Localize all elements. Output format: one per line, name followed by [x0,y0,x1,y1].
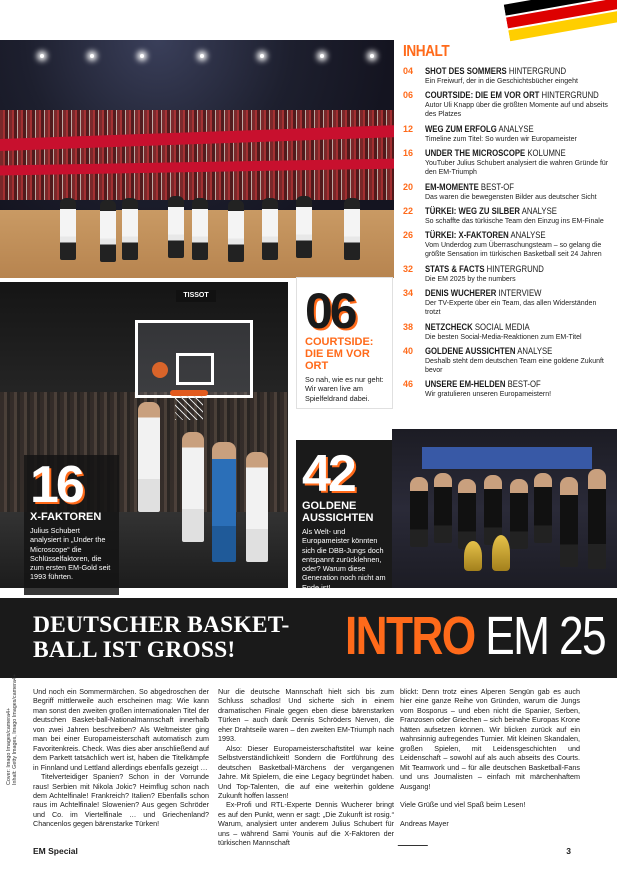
toc-item[interactable] [403,264,613,284]
toc-page-number: 20 [403,181,414,192]
article-column-1 [33,687,209,829]
toc-page-number: 34 [403,288,414,299]
toc-item[interactable] [403,90,613,119]
article-paragraph: Nur die deutsche Mannschaft hielt sich bis zum Schluss schadlos! Und sicherte sich in einem dramatischen Finale gegen eben diese bärenstarken Türken – auch dank Dennis Schröders Nerven, die eher Drahtseile waren – den zweiten EM-Triumph nach 1993. [218,687,394,744]
team-photo [392,429,617,588]
toc-heading-kind: ANALYSE [498,123,534,134]
toc-heading-kind: BEST-OF [480,181,515,192]
toc-description: Deshalb steht dem deutschen Team eine goldene Zukunft bevor [425,357,604,374]
toc-heading-title: EM-MOMENTE [425,181,479,192]
toc-heading-kind: BEST-OF [507,379,541,390]
toc-heading [425,230,587,241]
toc-heading-kind: KOLUMNE [527,148,566,159]
toc-heading-title: WEG ZUM ERFOLG [425,123,497,134]
toc-heading-kind: SOCIAL MEDIA [474,321,530,332]
toc-item[interactable] [403,66,613,86]
article-column-2 [218,687,394,848]
table-of-contents [403,66,613,404]
intro-headline: DEUTSCHER BASKET-BALL IST GROSS! [33,612,290,663]
credit-line: Cover: Imago Images/camera4+ [6,707,12,785]
toc-item[interactable] [403,148,613,177]
article-paragraph: Und noch ein Sommermärchen. So abgedroschen der Begriff mittlerweile auch erscheinen mag: Wie kann man sonst den zweiten großen internationalen Titel der deutschen Basket-ball-Nationalmannschaft innerhalb von zwei Jahren beschreiben? Als Weltmeister ging man bei einer Europameisterschaft automatisch zum Favoritenkreis. Check. Was dies aber anschließend auf dem Parkett tatsächlich wert ist, haben die Titelkämpfe in Finnland und Lettland allerdings ebenfalls gezeigt … [33,687,209,772]
teaser-heading: GOLDENE [302,500,357,512]
toc-description: So schaffte das türkische Team den Einzug ins EM-Finale [425,217,604,225]
toc-page-number: 26 [403,230,414,241]
toc-description: Die EM 2025 by the numbers [425,275,516,283]
photo-credit [6,674,19,785]
toc-heading-title: NETZCHECK [425,321,473,332]
toc-page-number: 46 [403,379,414,390]
toc-heading-title: TÜRKEI: X-FAKTOREN [425,230,509,241]
toc-item[interactable] [403,206,613,226]
toc-description: Timeline zum Titel: So wurden wir Europameister [425,135,577,143]
toc-item[interactable] [403,346,613,375]
toc-description: Ein Freiwurf, der in die Geschichtsbücher eingeht [425,78,578,85]
teaser-text: Als Welt- und Europameister könnten sich die DBB-Jungs doch entspannt zurücklehnen, oder? Warum diese Generation noch nicht am Ende ist! [302,527,386,592]
toc-heading [425,379,587,390]
toc-heading [425,90,599,101]
article-paragraph: Also: Dieser Europameisterschaftstitel war keine Selbstverständlichkeit! Sondern die Fortführung des deutschen Basketball-Märchens der vergangenen Jahre. Mit Spielern, die eine Legacy begründet haben. Und Top-Talenten, die auf eine weiterhin goldene Zukunft hoffen lassen! [218,743,394,800]
toc-heading [425,206,587,217]
teaser-heading: DIE EM VOR ORT [305,348,370,372]
toc-description: Das waren die bewegensten Bilder aus deutscher Sicht [425,193,597,201]
teaser-heading: COURTSIDE: [305,336,374,348]
article-author: Andreas Mayer [400,819,449,829]
footer-magazine-name: EM Special [33,846,78,856]
toc-heading-title: DENIS WUCHERER [425,288,497,299]
toc-item[interactable] [403,322,613,342]
toc-heading [425,66,587,77]
teaser-42[interactable] [296,440,392,592]
toc-description: Die besten Social-Media-Reaktionen zum EM-Titel [425,333,582,341]
toc-heading-title: COURTSIDE: DIE EM VOR ORT [425,90,540,101]
teaser-06[interactable] [296,277,393,409]
toc-heading-kind: HINTERGRUND [508,66,567,76]
article-column-3 [400,687,580,829]
toc-page-number: 16 [403,148,414,159]
toc-page-number: 40 [403,345,414,356]
article-paragraph: Ex-Profi und RTL-Experte Dennis Wucherer bringt es auf den Punkt, wenn er sagt: „Die Zukunft ist rosig.“ Warum, analysiert unter anderem Julius Schubert für uns – während Sami Younis auf die X-Faktoren der türkischen Mannschaft [218,800,394,848]
teaser-text: Julius Schubert analysiert in „Under the Microscope“ die Schlüsselfaktoren, die zum ersten EM-Gold seit 1993 führten. [30,526,111,582]
toc-heading [425,346,587,357]
toc-description: Vom Underdog zum Überraschungsteam – so gelang die größte Sensation im türkischen Basketball seit 24 Jahren [425,242,602,259]
toc-item[interactable] [403,182,613,202]
toc-description: Wir gratulieren unseren Europameistern! [425,391,552,399]
toc-page-number: 04 [403,66,414,76]
toc-heading [425,288,587,299]
toc-heading-title: GOLDENE AUSSICHTEN [425,345,516,356]
credit-line: Inhalt: Getty Images, Imago Images/camera4+ [12,673,19,785]
teaser-heading: AUSSICHTEN [302,512,374,524]
teaser-16[interactable] [24,455,119,595]
teaser-text: So nah, wie es nur geht: Wir waren live am Spielfeldrand dabei. [305,375,384,403]
toc-heading-kind: HINTERGRUND [486,263,544,274]
toc-heading [425,322,587,333]
teaser-number: 06 [305,283,355,339]
toc-item[interactable] [403,288,613,317]
toc-heading [425,148,587,159]
tissot-sign: TISSOT [176,290,216,302]
arena-photo [0,40,394,278]
teaser-number: 16 [30,456,82,514]
toc-heading-kind: ANALYSE [517,345,553,356]
toc-page-number: 32 [403,263,414,274]
toc-page-number: 12 [403,123,414,134]
toc-heading-kind: ANALYSE [521,205,557,216]
toc-heading-kind: ANALYSE [510,230,546,241]
toc-description: YouTuber Julius Schubert analysiert die wahren Gründe für den EM-Triumph [425,160,609,177]
toc-description: Der TV-Experte über ein Team, das allen Widerständen trotzt [425,300,597,317]
article-greeting: Viele Grüße und viel Spaß beim Lesen! [400,799,526,809]
toc-item[interactable] [403,230,613,259]
toc-title: INHALT [403,43,450,60]
teaser-heading: X-FAKTOREN [30,511,102,523]
toc-heading [425,182,587,193]
toc-page-number: 38 [403,321,414,332]
intro-label-orange: INTRO [345,606,475,666]
toc-heading-title: SHOT DES SOMMERS [425,66,507,76]
toc-page-number: 06 [403,90,414,101]
teaser-number: 42 [302,445,354,503]
toc-item[interactable] [403,379,613,399]
toc-description: Autor Uli Knapp über die größten Momente auf und abseits des Platzes [425,102,608,119]
flag-stripe [503,0,617,54]
signature [398,833,433,846]
toc-heading-kind: HINTERGRUND [541,90,599,101]
toc-heading [425,124,587,135]
toc-page-number: 22 [403,205,414,216]
toc-heading-title: UNSERE EM-HELDEN [425,379,506,390]
article-paragraph: Titelverteidiger Spanien? Schon in der Vorrunde raus! Serbien mit Nikola Jokic? Heimflug schon nach dem Achtelfinale! Frankreich? Italien? Ebenfalls schon raus im Achtelfinale! Slowenien? Aus gegen Schröder und Co. im Viertelfinale … und Griechenland? Chancenlos gegen bärenstarke Türken! [33,772,209,829]
intro-label [345,606,605,666]
toc-heading-kind: INTERVIEW [498,288,542,299]
article-paragraph: blickt: Denn trotz eines Alperen Sengün gab es auch hier eine ganze Reihe von Gründen, warum die Jungs vom Bosporus – und eben nicht die Spanier, Serben, Franzosen oder Griechen – sich beinahe Europas Krone hätten aufsetzen können. Wir blicken zurück auf ein wahnsinnig aufregendes Turnier. Mit kleinen Skandalen, großen Spielen, mit Leidensgeschichten und Leidenschaft – sowohl auf als auch abseits des Courts. Mit Teamwork und – für alle deutschen Basketball-Fans und uns Journalisten – einfach mit märchenhaftem Ausgang! [400,687,580,791]
toc-heading-title: TÜRKEI: WEG ZU SILBER [425,205,521,216]
toc-item[interactable] [403,124,613,144]
intro-label-white: EM 25 [485,606,606,666]
toc-heading-title: STATS & FACTS [425,263,485,274]
page-number: 3 [566,846,571,856]
toc-heading [425,264,587,275]
toc-heading-title: UNDER THE MICROSCOPE [425,148,526,159]
